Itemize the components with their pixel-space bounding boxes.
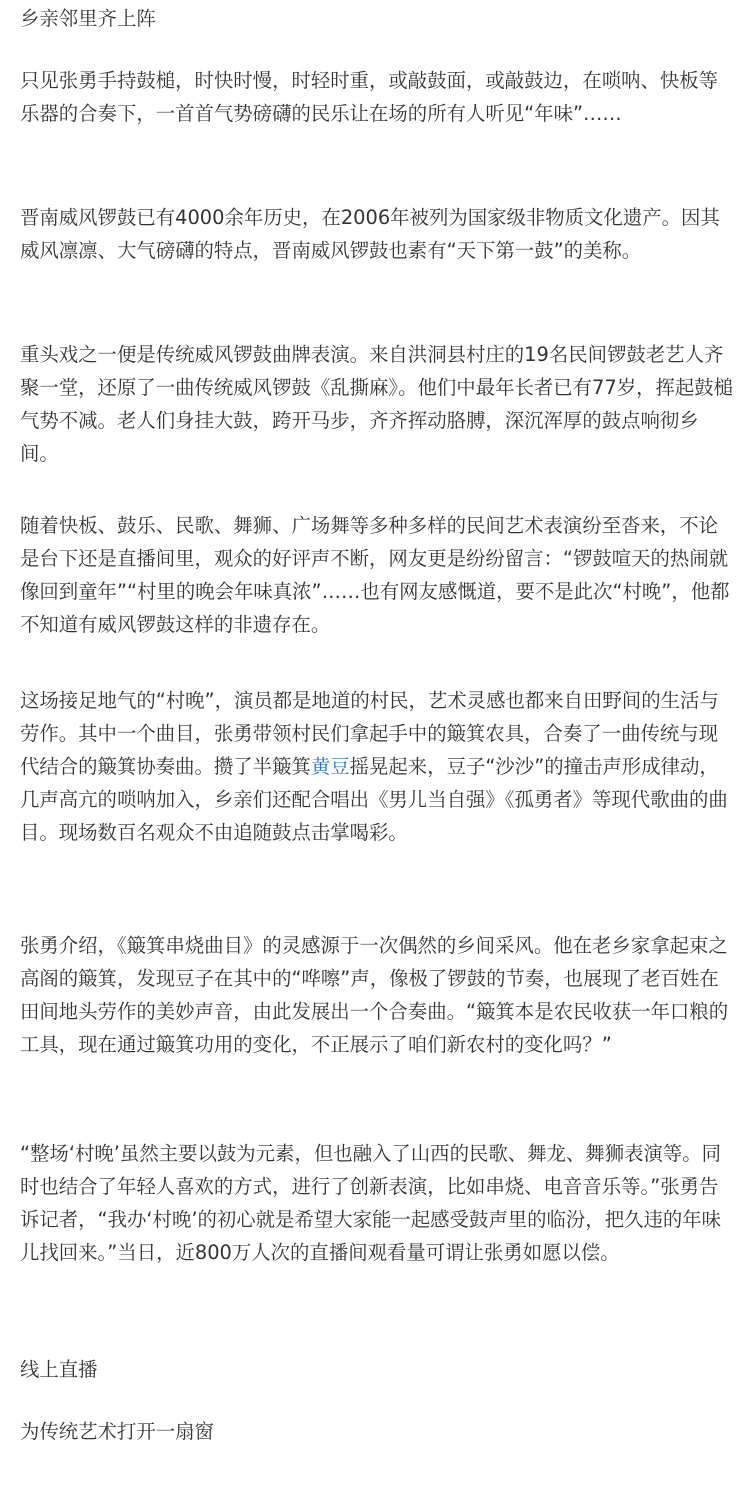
- paragraph-dustpan-text-after: 摇晃起来，豆子“沙沙”的撞击声形成律动，几声高亢的唢呐加入，乡亲们还配合唱出《男儿当自强》《孤勇者》等现代歌曲的曲目。现场数百名观众不由追随鼓点击掌喝彩。: [20, 755, 728, 844]
- soybean-link[interactable]: 黄豆: [310, 755, 350, 778]
- paragraph-performance: 重头戏之一便是传统威风锣鼓曲牌表演。来自洪洞县村庄的19名民间锣鼓老艺人齐聚一堂，还原了一曲传统威风锣鼓《乱撕麻》。他们中最年长者已有77岁，挥起鼓槌气势不减。老人们身挂大鼓，跨开马步，齐齐挥动胳膊，深沉浑厚的鼓点响彻乡间。: [20, 343, 734, 465]
- section-subheading-window: 为传统艺术打开一扇窗: [20, 1420, 214, 1443]
- paragraph-drumming: 只见张勇手持鼓槌，时快时慢，时轻时重，或敲鼓面，或敲鼓边，在唢呐、快板等乐器的合奏下，一首首气势磅礴的民乐让在场的所有人听见“年味”……: [20, 69, 719, 125]
- paragraph-quote: “整场‘村晚’虽然主要以鼓为元素，但也融入了山西的民歌、舞龙、舞狮表演等。同时也结合了年轻人喜欢的方式，进行了创新表演，比如串烧、电音音乐等。”张勇告诉记者，“我办‘村晚’的初心就是希望大家能一起感受鼓声里的临汾，把久违的年味儿找回来。”当日，近800万人次的直播间观看量可谓让张勇如愿以偿。: [20, 1142, 722, 1264]
- paragraph-history: 晋南威风锣鼓已有4000余年历史，在2006年被列为国家级非物质文化遗产。因其威风凛凛、大气磅礴的特点，晋南威风锣鼓也素有“天下第一鼓”的美称。: [20, 206, 720, 262]
- paragraph-dustpan-concerto: [20, 684, 736, 849]
- paragraph-dustpan-text-before: 这场接足地气的“村晚”，演员都是地道的村民，艺术灵感也都来自田野间的生活与劳作。其中一个曲目，张勇带领村民们拿起手中的簸箕农具，合奏了一曲传统与现代结合的簸箕协奏曲。攒了半簸箕: [20, 689, 719, 778]
- section-heading-livestream: 线上直播: [20, 1358, 98, 1381]
- paragraph-inspiration: 张勇介绍，《簸箕串烧曲目》的灵感源于一次偶然的乡间采风。他在老乡家拿起束之高阁的簸箕，发现豆子在其中的“哗嚓”声，像极了锣鼓的节奏，也展现了老百姓在田间地头劳作的美妙声音，由此发展出一个合奏曲。“簸箕本是农民收获一年口粮的工具，现在通过簸箕功用的变化，不正展示了咱们新农村的变化吗？”: [20, 934, 729, 1056]
- section-heading-village: 乡亲邻里齐上阵: [20, 7, 156, 30]
- paragraph-audience: 随着快板、鼓乐、民歌、舞狮、广场舞等多种多样的民间艺术表演纷至沓来，不论是台下还是直播间里，观众的好评声不断，网友更是纷纷留言：“锣鼓喧天的热闹就像回到童年”“村里的晚会年味真浓”……也有网友感慨道，要不是此次“村晚”，他都不知道有威风锣鼓这样的非遗存在。: [20, 514, 730, 636]
